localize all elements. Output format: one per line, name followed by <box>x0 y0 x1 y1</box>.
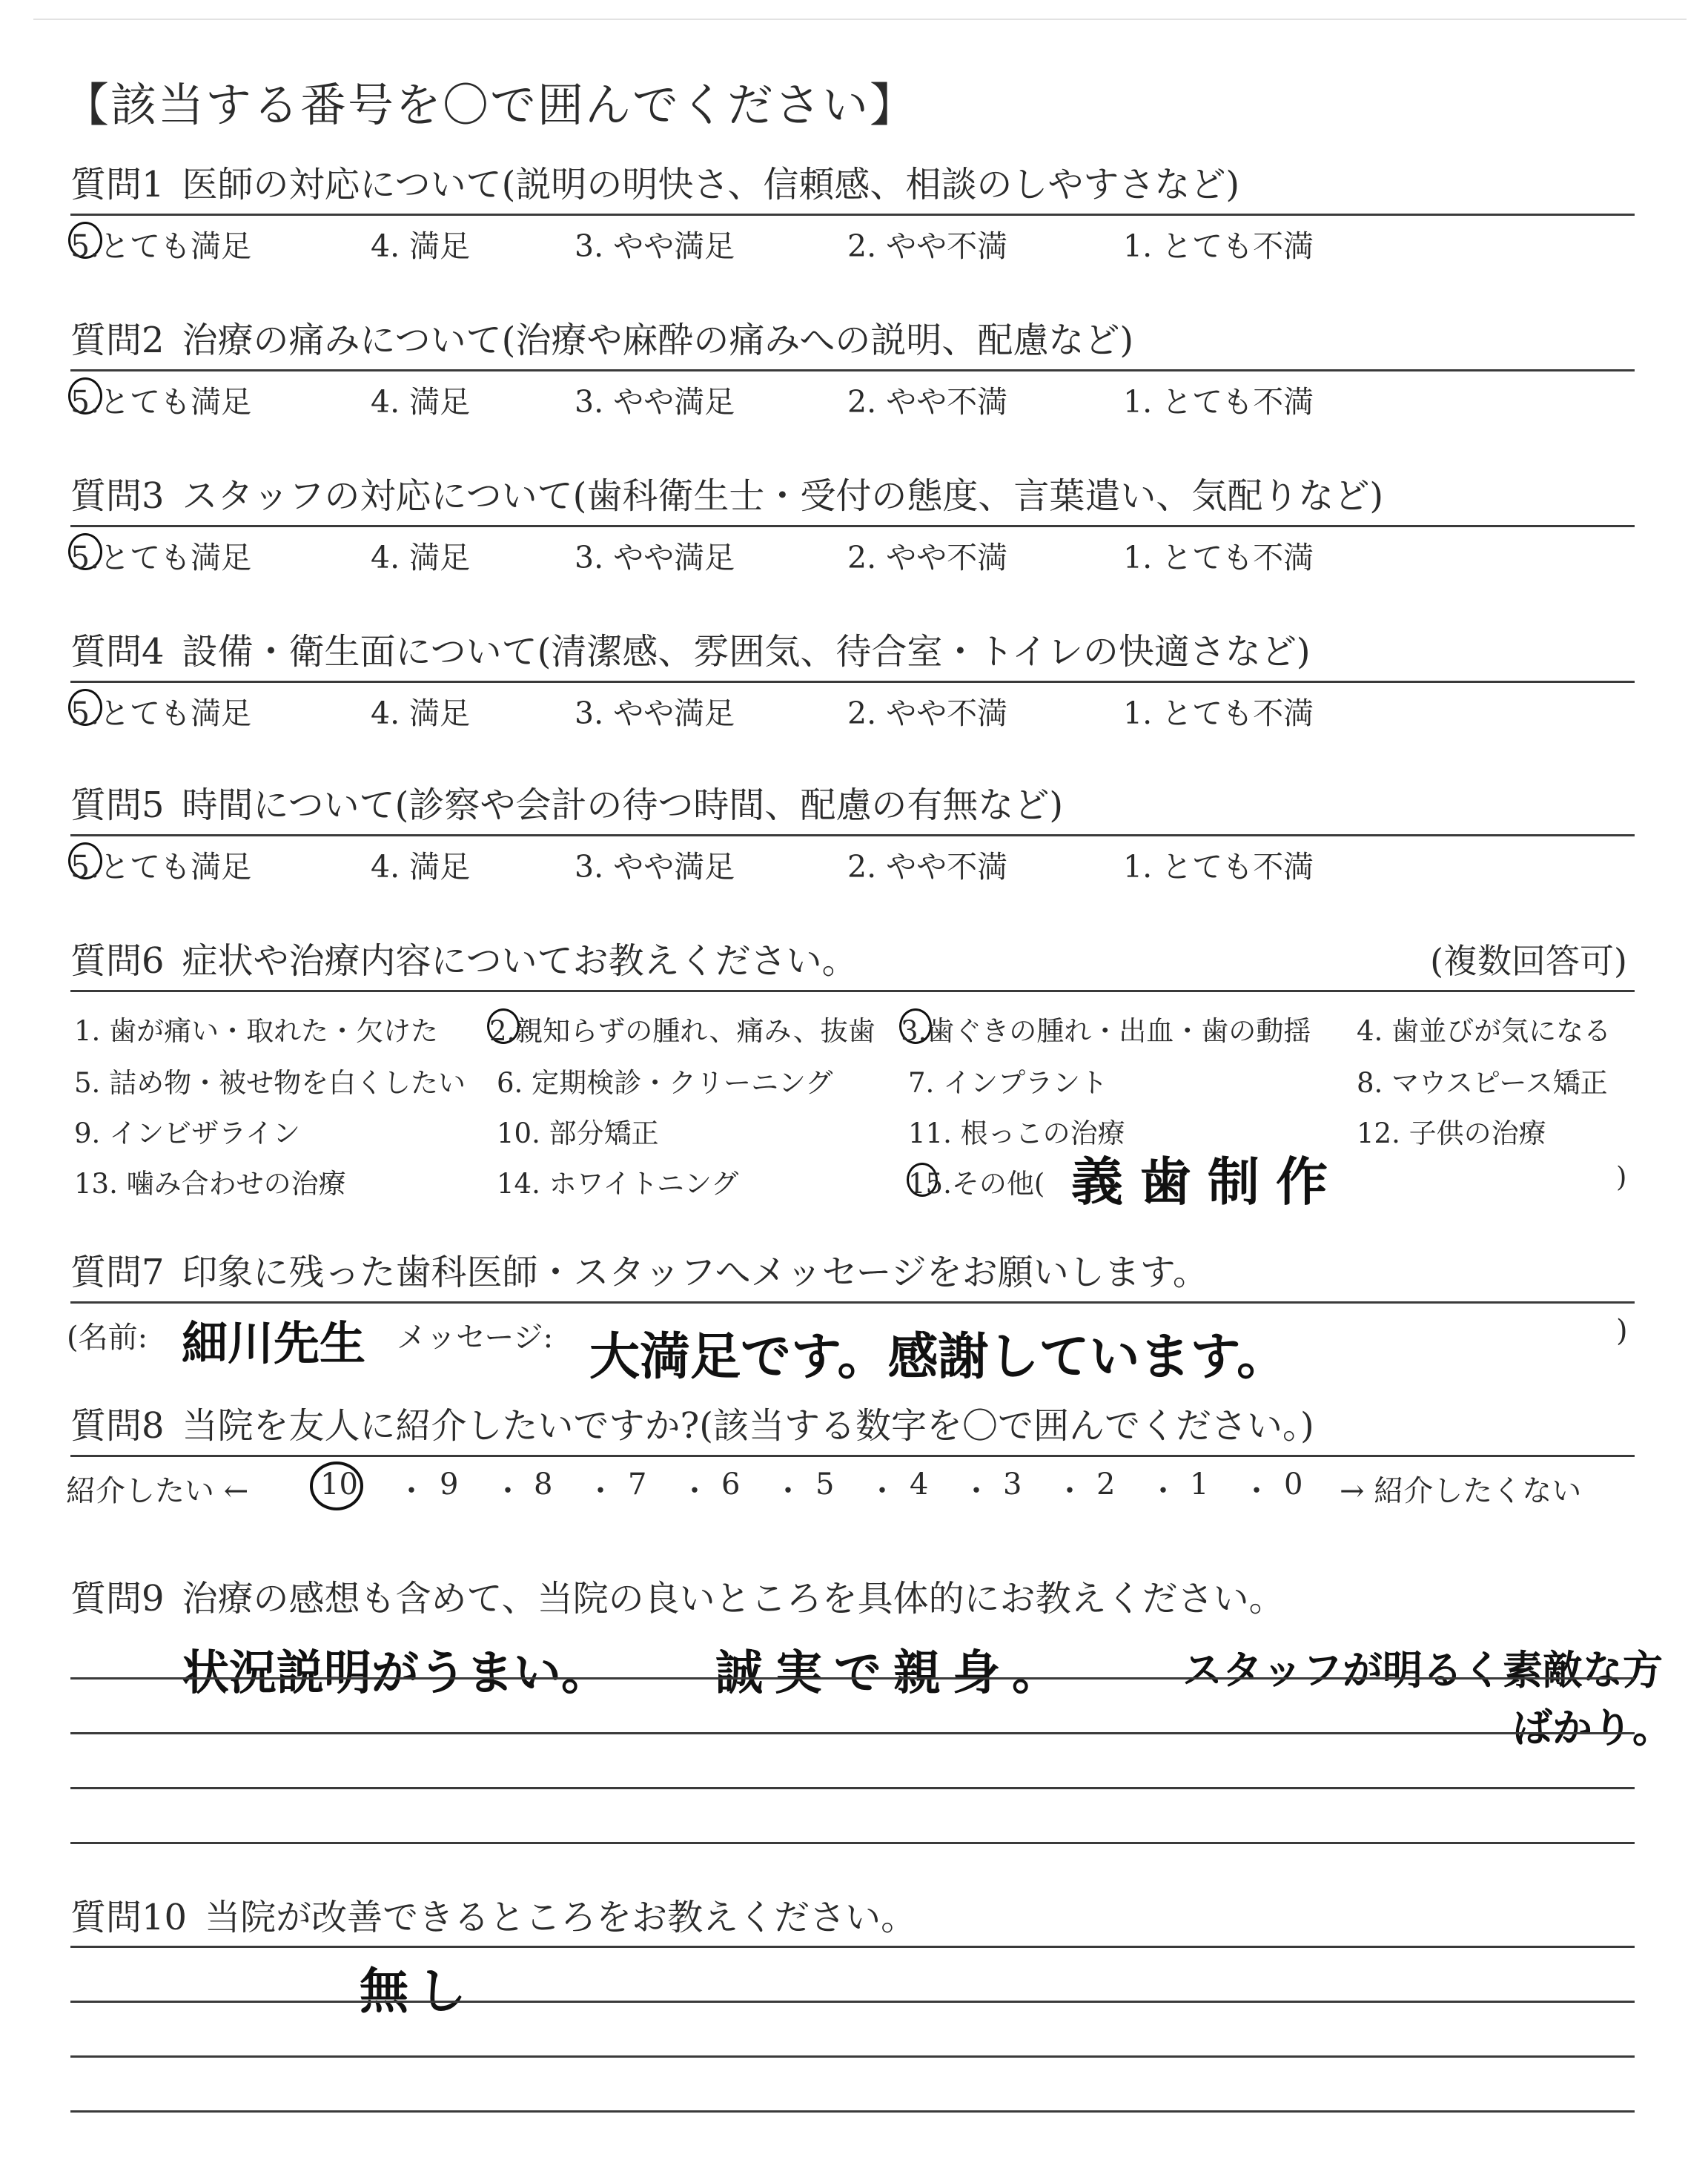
scale-dot: ・ <box>1148 1474 1178 1508</box>
answer-line <box>70 1677 1635 1680</box>
option-4[interactable]: 4. 満足 <box>371 540 471 575</box>
q9-answer-part2[interactable]: 誠実で親身。 <box>715 1646 1071 1701</box>
scale-2[interactable]: 2 <box>1096 1467 1116 1502</box>
q3-text: スタッフの対応について(歯科衛生士・受付の態度、言葉遣い、気配りなど) <box>182 475 1384 517</box>
q10-text: 当院が改善できるところをお教えください。 <box>205 1897 917 1938</box>
q3-number: 質問3 <box>70 475 165 517</box>
question-8 <box>70 1403 1627 1457</box>
symptom-option[interactable]: 10. 部分矯正 <box>497 1117 659 1149</box>
name-value-handwritten[interactable]: 細川先生 <box>182 1316 366 1370</box>
symptom-option[interactable]: 7. インプラント <box>908 1067 1108 1099</box>
symptom-option[interactable]: 13. 噛み合わせの治療 <box>74 1168 346 1200</box>
scale-dot: ・ <box>867 1474 897 1508</box>
name-label: (名前: <box>67 1321 148 1355</box>
scale-dot: ・ <box>961 1474 991 1508</box>
question-5 <box>70 782 1627 885</box>
scale-0[interactable]: 0 <box>1284 1467 1303 1502</box>
other-close-paren: ) <box>1616 1161 1627 1193</box>
symptom-option[interactable]: 14. ホワイトニング <box>497 1168 739 1200</box>
question-6 <box>70 938 1627 1212</box>
q2-text: 治療の痛みについて(治療や麻酔の痛みへの説明、配慮など) <box>182 320 1134 361</box>
scale-dot: ・ <box>493 1474 523 1508</box>
option-2[interactable]: 2. やや不満 <box>847 849 1008 885</box>
question-3 <box>70 473 1627 575</box>
q10-number: 質問10 <box>70 1897 188 1938</box>
option-5[interactable]: 5.とても満足 <box>70 696 252 731</box>
answer-line <box>70 1946 1635 1948</box>
option-4[interactable]: 4. 満足 <box>371 228 471 264</box>
symptom-option[interactable]: 4. 歯並びが気になる <box>1357 1015 1612 1047</box>
scale-1[interactable]: 1 <box>1190 1467 1209 1502</box>
option-3[interactable]: 3. やや満足 <box>575 228 735 264</box>
scale-8[interactable]: 8 <box>534 1467 553 1502</box>
q9-answer-part4[interactable]: ばかり。 <box>1512 1705 1672 1751</box>
option-1[interactable]: 1. とても不満 <box>1123 696 1314 731</box>
q9-answer-part1[interactable]: 状況説明がうまい。 <box>182 1646 609 1701</box>
scale-4[interactable]: 4 <box>910 1467 929 1502</box>
option-1[interactable]: 1. とても不満 <box>1123 849 1314 885</box>
symptom-option-other[interactable]: 15.その他( <box>908 1168 1045 1200</box>
scale-dot: ・ <box>397 1474 426 1508</box>
scale-9[interactable]: 9 <box>440 1467 459 1502</box>
option-2[interactable]: 2. やや不満 <box>847 384 1008 420</box>
q6-number: 質問6 <box>70 940 165 982</box>
symptom-option[interactable]: 3.歯ぐきの腫れ・出血・歯の動揺 <box>901 1015 1311 1047</box>
answer-line <box>70 1842 1635 1844</box>
question-2 <box>70 317 1627 420</box>
scale-dot: ・ <box>1055 1474 1085 1508</box>
answer-line <box>70 1787 1635 1789</box>
option-5[interactable]: 5.とても満足 <box>70 384 252 420</box>
question-10 <box>70 1895 1627 1941</box>
q9-text: 治療の感想も含めて、当院の良いところを具体的にお教えください。 <box>182 1578 1285 1619</box>
option-3[interactable]: 3. やや満足 <box>575 384 735 420</box>
question-9 <box>70 1576 1627 1622</box>
scale-7[interactable]: 7 <box>628 1467 647 1502</box>
other-answer-handwritten[interactable]: 義歯制作 <box>1071 1152 1344 1212</box>
option-2[interactable]: 2. やや不満 <box>847 540 1008 575</box>
q7-number: 質問7 <box>70 1252 165 1293</box>
option-3[interactable]: 3. やや満足 <box>575 540 735 575</box>
q6-multiple-note: (複数回答可) <box>1430 941 1627 981</box>
symptom-option[interactable]: 11. 根っこの治療 <box>908 1117 1125 1149</box>
scale-3[interactable]: 3 <box>1003 1467 1022 1502</box>
message-value-handwritten[interactable]: 大満足です。感謝しています。 <box>589 1328 1288 1387</box>
answer-line <box>70 2110 1635 2113</box>
symptom-option[interactable]: 1. 歯が痛い・取れた・欠けた <box>74 1015 439 1047</box>
answer-line <box>70 1732 1635 1734</box>
q2-number: 質問2 <box>70 320 165 361</box>
q1-text: 医師の対応について(説明の明快さ、信頼感、相談のしやすさなど) <box>182 164 1240 205</box>
scale-dot: ・ <box>586 1474 615 1508</box>
scale-dot: ・ <box>1242 1474 1271 1508</box>
top-border <box>33 19 1687 20</box>
option-2[interactable]: 2. やや不満 <box>847 228 1008 264</box>
q6-text: 症状や治療内容についてお教えください。 <box>182 940 858 982</box>
option-5[interactable]: 5.とても満足 <box>70 849 252 885</box>
q5-text: 時間について(診察や会計の待つ時間、配慮の有無など) <box>182 785 1064 826</box>
option-1[interactable]: 1. とても不満 <box>1123 384 1314 420</box>
scale-dot: ・ <box>680 1474 709 1508</box>
recommend-scale <box>66 1464 1635 1509</box>
option-3[interactable]: 3. やや満足 <box>575 849 735 885</box>
option-5[interactable]: 5.とても満足 <box>70 540 252 575</box>
scale-5[interactable]: 5 <box>815 1467 835 1502</box>
option-1[interactable]: 1. とても不満 <box>1123 540 1314 575</box>
option-4[interactable]: 4. 満足 <box>371 849 471 885</box>
scale-dot: ・ <box>773 1474 803 1508</box>
symptom-option[interactable]: 2.親知らずの腫れ、痛み、抜歯 <box>489 1015 875 1047</box>
q4-number: 質問4 <box>70 631 165 673</box>
q4-text: 設備・衛生面について(清潔感、雰囲気、待合室・トイレの快適さなど) <box>182 631 1311 673</box>
q8-text: 当院を友人に紹介したいですか?(該当する数字を〇で囲んでください。) <box>182 1405 1314 1447</box>
symptom-option[interactable]: 8. マウスピース矯正 <box>1357 1067 1608 1099</box>
q10-answer-handwritten[interactable]: 無し <box>360 1963 475 2020</box>
q9-answer-part3[interactable]: スタッフが明るく素敵な方 <box>1182 1647 1663 1694</box>
q9-number: 質問9 <box>70 1578 165 1619</box>
q7-text: 印象に残った歯科医師・スタッフへメッセージをお願いします。 <box>182 1252 1208 1293</box>
option-1[interactable]: 1. とても不満 <box>1123 228 1314 264</box>
question-1 <box>70 162 1627 264</box>
answer-line <box>70 2001 1635 2003</box>
question-4 <box>70 629 1627 731</box>
symptom-option[interactable]: 6. 定期検診・クリーニング <box>497 1067 833 1099</box>
q5-number: 質問5 <box>70 785 165 826</box>
option-5[interactable]: 5.とても満足 <box>70 228 252 264</box>
symptom-option[interactable]: 5. 詰め物・被せ物を白くしたい <box>74 1067 466 1099</box>
symptom-option[interactable]: 9. インビザライン <box>74 1117 300 1149</box>
q8-number: 質問8 <box>70 1405 165 1447</box>
question-7 <box>67 1249 1628 1387</box>
message-label: メッセージ: <box>397 1321 554 1355</box>
scale-10[interactable]: 10 <box>320 1467 358 1502</box>
scale-6[interactable]: 6 <box>721 1467 741 1502</box>
form-header: 【該当する番号を〇で囲んでください】 <box>63 78 918 132</box>
message-close-paren: ) <box>1616 1314 1628 1348</box>
answer-line <box>70 2055 1635 2058</box>
symptom-option[interactable]: 12. 子供の治療 <box>1357 1117 1546 1149</box>
option-4[interactable]: 4. 満足 <box>371 384 471 420</box>
scale-right-label: → 紹介したくない <box>1340 1474 1582 1508</box>
q1-number: 質問1 <box>70 164 165 205</box>
option-2[interactable]: 2. やや不満 <box>847 696 1008 731</box>
q8-rule <box>70 1455 1635 1457</box>
option-3[interactable]: 3. やや満足 <box>575 696 735 731</box>
option-4[interactable]: 4. 満足 <box>371 696 471 731</box>
scale-left-label: 紹介したい ← <box>66 1474 249 1508</box>
